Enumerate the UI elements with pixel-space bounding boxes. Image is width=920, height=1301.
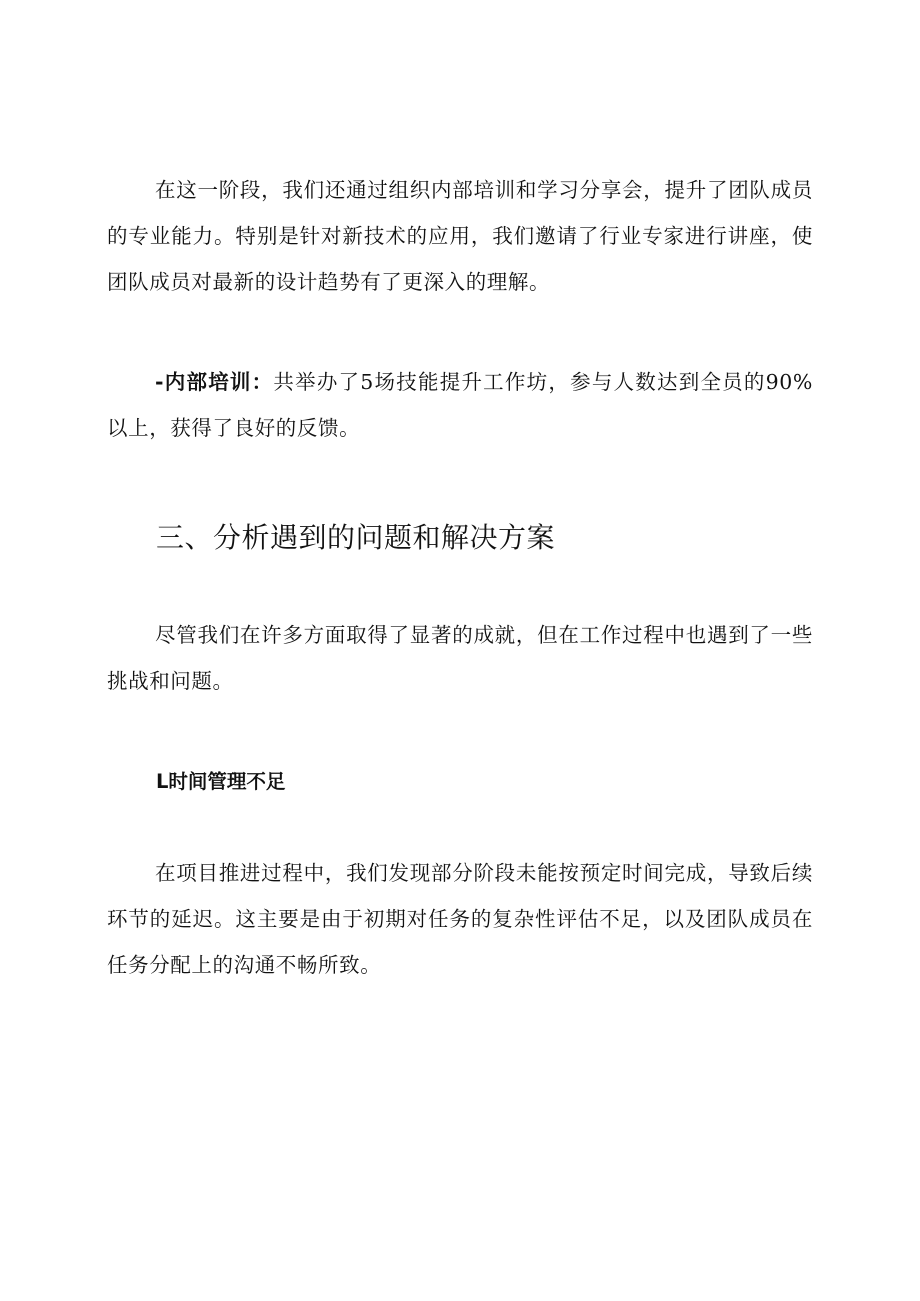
bullet-text: 共举办了5场技能提升工作坊，参与人数达到全员的90%以上，获得了良好的反馈。: [107, 370, 813, 440]
paragraph-time-management-detail: 在项目推进过程中，我们发现部分阶段未能按预定时间完成，导致后续环节的延迟。这主要是由于初期对任务的复杂性评估不足，以及团队成员在任务分配上的沟通不畅所致。: [107, 861, 813, 977]
subheading-time-management: L时间管理不足: [156, 770, 286, 793]
paragraph-training-summary: 在这一阶段，我们还通过组织内部培训和学习分享会，提升了团队成员的专业能力。特别是针对新技术的应用，我们邀请了行业专家进行讲座，使团队成员对最新的设计趋势有了更深入的理解。: [107, 178, 813, 294]
section-heading: 三、分析遇到的问题和解决方案: [156, 521, 556, 554]
bullet-label: -内部培训：: [155, 370, 274, 394]
paragraph-challenges-intro: 尽管我们在许多方面取得了显著的成就，但在工作过程中也遇到了一些挑战和问题。: [107, 623, 813, 693]
bullet-internal-training: [107, 359, 813, 451]
